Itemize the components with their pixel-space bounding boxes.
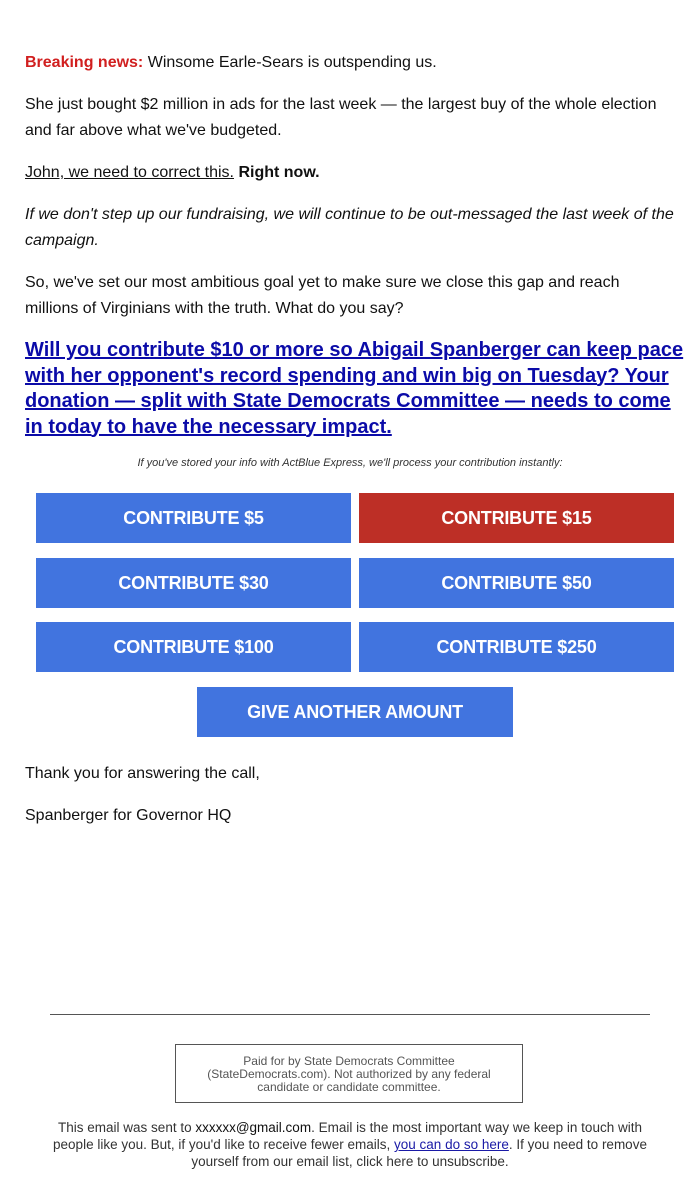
ads-paragraph: She just bought $2 million in ads for the last week — the largest buy of the whole election and far above what we've budgeted.: [25, 96, 657, 139]
contribute-5-button[interactable]: CONTRIBUTE $5: [36, 493, 351, 543]
paid-for-disclaimer: Paid for by State Democrats Committee (StateDemocrats.com). Not authorized by any federal candidate or candidate committee.: [175, 1044, 523, 1103]
contribute-30-button[interactable]: CONTRIBUTE $30: [36, 558, 351, 608]
actblue-express-note: If you've stored your info with ActBlue Express, we'll process your contribution instantly:: [137, 457, 563, 469]
footer-divider: [50, 1014, 650, 1015]
unsubscribe-text[interactable]: . If you need to remove yourself from our email list, click here to unsubscribe.: [191, 1137, 647, 1169]
contribute-100-button[interactable]: CONTRIBUTE $100: [36, 622, 351, 672]
fundraising-warning-paragraph: If we don't step up our fundraising, we will continue to be out-messaged the last week of the campaign.: [25, 206, 674, 249]
fewer-emails-link[interactable]: you can do so here: [394, 1137, 509, 1152]
signature: Spanberger for Governor HQ: [25, 807, 232, 824]
correct-paragraph: [25, 160, 675, 186]
give-another-amount-button[interactable]: GIVE ANOTHER AMOUNT: [197, 687, 513, 737]
goal-paragraph: So, we've set our most ambitious goal yet to make sure we close this gap and reach millions of Virginians with the truth. What do you say?: [25, 274, 620, 317]
breaking-news-label: Breaking news:: [25, 54, 144, 71]
footer-text: [50, 1119, 650, 1170]
contribute-15-button[interactable]: CONTRIBUTE $15: [359, 493, 674, 543]
sent-to-prefix: This email was sent to: [58, 1120, 196, 1135]
recipient-email: xxxxxx@gmail.com: [195, 1120, 312, 1135]
sent-to-middle: . Email is the most important way we keep in touch with people like you. But, if you'd like to receive fewer emails,: [53, 1120, 642, 1152]
thank-you-line: Thank you for answering the call,: [25, 765, 260, 782]
contribute-50-button[interactable]: CONTRIBUTE $50: [359, 558, 674, 608]
correct-this-link[interactable]: John, we need to correct this.: [25, 164, 234, 181]
contribute-250-button[interactable]: CONTRIBUTE $250: [359, 622, 674, 672]
contribute-headline-link[interactable]: Will you contribute $10 or more so Abigail Spanberger can keep pace with her opponent's record spending and win big on Tuesday? Your donation — split with State Democrats Committee — needs to come in today to have the necessary impact.: [25, 339, 684, 438]
right-now-text: Right now.: [238, 164, 320, 181]
breaking-news-text: Winsome Earle-Sears is outspending us.: [143, 54, 437, 71]
breaking-news-paragraph: [25, 50, 675, 76]
